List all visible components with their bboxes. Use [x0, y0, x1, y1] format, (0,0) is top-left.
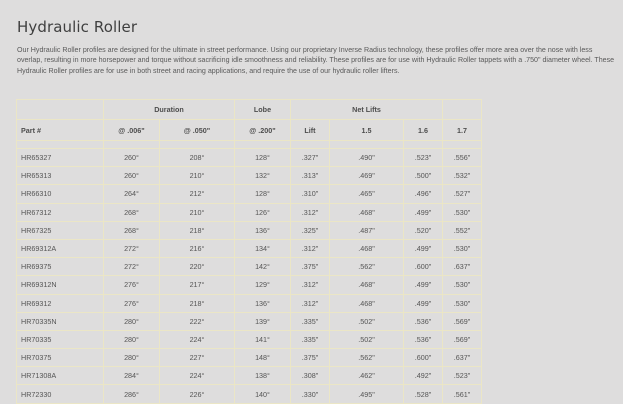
table-cell: .502": [330, 330, 404, 348]
table-cell: .325": [291, 221, 330, 239]
header-duration: Duration: [104, 100, 235, 120]
table-cell: 212°: [160, 185, 235, 203]
table-row: [17, 276, 482, 294]
table-cell: 227°: [160, 349, 235, 367]
table-cell: 129°: [235, 276, 291, 294]
table-cell: .487": [330, 221, 404, 239]
table-row: [17, 312, 482, 330]
table-row: [17, 239, 482, 257]
part-number-cell: HR65327: [17, 149, 104, 167]
table-cell: .499": [404, 203, 443, 221]
table-row: [17, 294, 482, 312]
table-cell: .468": [330, 294, 404, 312]
table-cell: .600": [404, 349, 443, 367]
table-cell: 280°: [104, 312, 160, 330]
header-spacer-row: [17, 141, 482, 149]
part-number-cell: HR70375: [17, 349, 104, 367]
intro-paragraph: Our Hydraulic Roller profiles are designed for the ultimate in street performance. Using our proprietary Inverse Radius technology, these profiles offer more area over the nose with less overlap, resulting in more horsepower and torque without sacrificing idle smoothness and reliability. These profiles are for use with Hydraulic Roller tappets with a .750" diameter wheel. These Hydraulic Roller profiles are for use in both street and racing applications, and require the use of our hydraulic roller lifters.: [17, 46, 615, 75]
table-cell: .532": [443, 167, 482, 185]
part-number-cell: HR69312: [17, 294, 104, 312]
group-header-row: [17, 100, 482, 120]
table-row: [17, 167, 482, 185]
table-cell: .375": [291, 258, 330, 276]
table-cell: .530": [443, 203, 482, 221]
table-cell: .562": [330, 258, 404, 276]
table-cell: 128°: [235, 149, 291, 167]
part-number-cell: HR72330: [17, 385, 104, 403]
table-row: [17, 221, 482, 239]
table-cell: 139°: [235, 312, 291, 330]
table-cell: 140°: [235, 385, 291, 403]
table-cell: .375": [291, 349, 330, 367]
part-number-cell: HR70335: [17, 330, 104, 348]
page-title: Hydraulic Roller: [17, 18, 138, 37]
part-number-cell: HR70335N: [17, 312, 104, 330]
table-cell: .312": [291, 276, 330, 294]
table-cell: .523": [443, 367, 482, 385]
table-cell: 136°: [235, 294, 291, 312]
table-cell: .465": [330, 185, 404, 203]
table-cell: .468": [330, 276, 404, 294]
table-cell: .528": [404, 385, 443, 403]
table-cell: .499": [404, 276, 443, 294]
column-header-row: [17, 120, 482, 141]
table-cell: .527": [443, 185, 482, 203]
table-row: [17, 258, 482, 276]
table-cell: 208°: [160, 149, 235, 167]
table-cell: 224°: [160, 367, 235, 385]
col-header-050: @ .050": [160, 120, 235, 141]
table-cell: .327": [291, 149, 330, 167]
table-row: [17, 349, 482, 367]
table-cell: .562": [330, 349, 404, 367]
table-cell: 210°: [160, 167, 235, 185]
table-cell: .312": [291, 239, 330, 257]
table-row: [17, 367, 482, 385]
table-cell: 226°: [160, 385, 235, 403]
table-cell: .552": [443, 221, 482, 239]
col-header-part: Part #: [17, 120, 104, 141]
header-net-lifts: Net Lifts: [291, 100, 443, 120]
table-cell: .600": [404, 258, 443, 276]
table-row: [17, 185, 482, 203]
table-cell: .561": [443, 385, 482, 403]
table-cell: .330": [291, 385, 330, 403]
table-cell: 220°: [160, 258, 235, 276]
table-cell: 132°: [235, 167, 291, 185]
table-cell: .536": [404, 330, 443, 348]
table-cell: .492": [404, 367, 443, 385]
table-cell: .469": [330, 167, 404, 185]
table-cell: .637": [443, 258, 482, 276]
col-header-200: @ .200": [235, 120, 291, 141]
col-header-1-5: 1.5: [330, 120, 404, 141]
table-row: [17, 203, 482, 221]
table-row: [17, 385, 482, 403]
table-cell: 217°: [160, 276, 235, 294]
table-cell: 286°: [104, 385, 160, 403]
table-cell: .520": [404, 221, 443, 239]
part-number-cell: HR67312: [17, 203, 104, 221]
header-lobe: Lobe: [235, 100, 291, 120]
table-cell: 210°: [160, 203, 235, 221]
table-cell: .530": [443, 276, 482, 294]
table-cell: .637": [443, 349, 482, 367]
table-cell: 138°: [235, 367, 291, 385]
part-number-cell: HR69375: [17, 258, 104, 276]
table-cell: 272°: [104, 239, 160, 257]
table-cell: .308": [291, 367, 330, 385]
table-cell: 280°: [104, 330, 160, 348]
table-cell: 272°: [104, 258, 160, 276]
table-cell: 222°: [160, 312, 235, 330]
table-cell: 136°: [235, 221, 291, 239]
table-cell: .530": [443, 294, 482, 312]
part-number-cell: HR71308A: [17, 367, 104, 385]
table-cell: .468": [330, 203, 404, 221]
table-cell: 264°: [104, 185, 160, 203]
table-cell: .502": [330, 312, 404, 330]
table-cell: 260°: [104, 149, 160, 167]
table-cell: .536": [404, 312, 443, 330]
col-header-lift: Lift: [291, 120, 330, 141]
table-cell: 216°: [160, 239, 235, 257]
table-cell: .569": [443, 330, 482, 348]
table-cell: .496": [404, 185, 443, 203]
table-cell: .490": [330, 149, 404, 167]
part-number-cell: HR67325: [17, 221, 104, 239]
header-blank: [17, 100, 104, 120]
col-header-1-6: 1.6: [404, 120, 443, 141]
table-cell: 141°: [235, 330, 291, 348]
table-row: [17, 330, 482, 348]
table-cell: .313": [291, 167, 330, 185]
table-cell: .312": [291, 203, 330, 221]
table-cell: 128°: [235, 185, 291, 203]
table-cell: 276°: [104, 294, 160, 312]
part-number-cell: HR65313: [17, 167, 104, 185]
table-cell: .335": [291, 330, 330, 348]
table-cell: 268°: [104, 221, 160, 239]
table-cell: 218°: [160, 294, 235, 312]
table-cell: .523": [404, 149, 443, 167]
table-cell: .335": [291, 312, 330, 330]
part-number-cell: HR69312A: [17, 239, 104, 257]
table-cell: .499": [404, 239, 443, 257]
table-cell: 218°: [160, 221, 235, 239]
table-cell: 148°: [235, 349, 291, 367]
table-row: [17, 149, 482, 167]
table-cell: .530": [443, 239, 482, 257]
table-cell: 142°: [235, 258, 291, 276]
table-body: [17, 149, 482, 404]
table-cell: .310": [291, 185, 330, 203]
table-cell: .569": [443, 312, 482, 330]
table-cell: 276°: [104, 276, 160, 294]
table-cell: .499": [404, 294, 443, 312]
table-cell: .495": [330, 385, 404, 403]
table-cell: 126°: [235, 203, 291, 221]
table-cell: 224°: [160, 330, 235, 348]
col-header-1-7: 1.7: [443, 120, 482, 141]
cam-specs-table: [16, 99, 482, 404]
table-cell: 268°: [104, 203, 160, 221]
table-cell: 280°: [104, 349, 160, 367]
table-cell: .500": [404, 167, 443, 185]
table-cell: 260°: [104, 167, 160, 185]
table-cell: .556": [443, 149, 482, 167]
header-blank: [443, 100, 482, 120]
part-number-cell: HR69312N: [17, 276, 104, 294]
table-cell: 284°: [104, 367, 160, 385]
table-cell: 134°: [235, 239, 291, 257]
table-cell: .312": [291, 294, 330, 312]
table-cell: .468": [330, 239, 404, 257]
table-cell: .462": [330, 367, 404, 385]
part-number-cell: HR66310: [17, 185, 104, 203]
col-header-006: @ .006": [104, 120, 160, 141]
